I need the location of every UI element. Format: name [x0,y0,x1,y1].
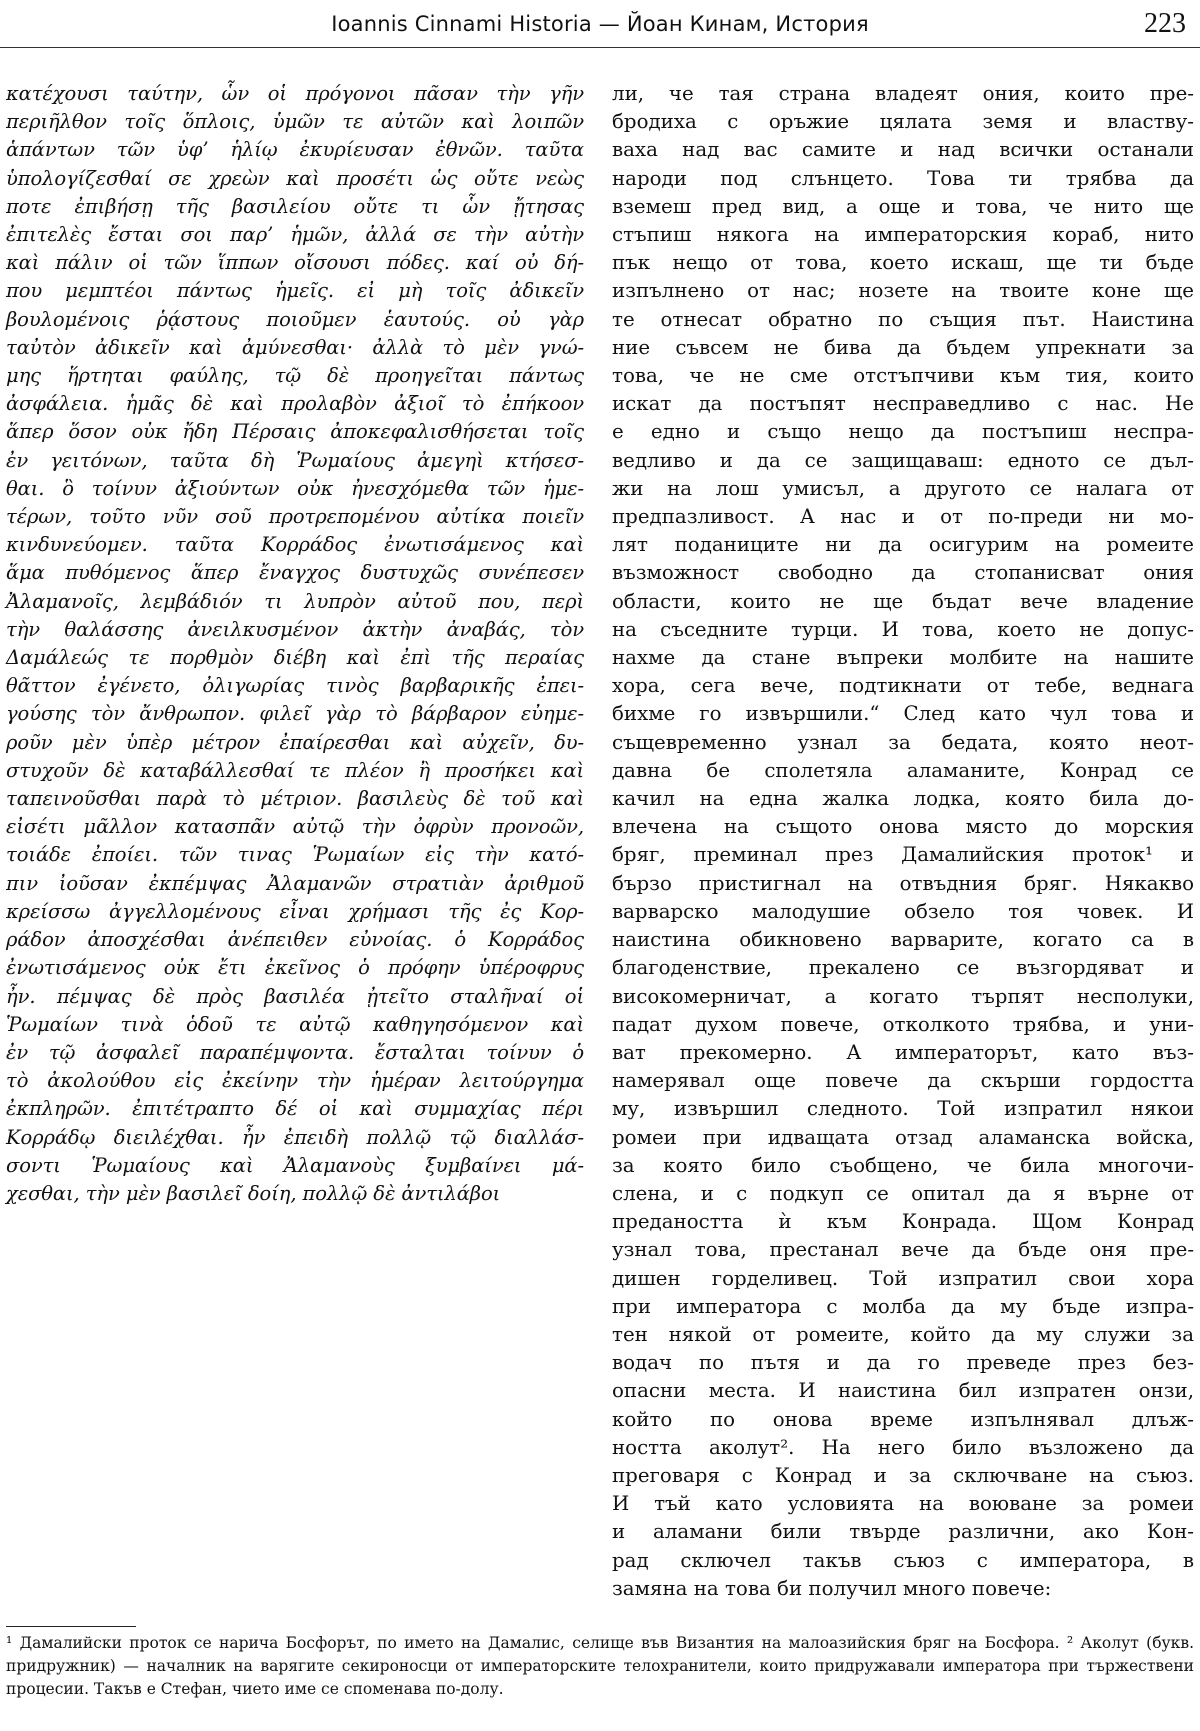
greek-text-line: ἐκπληρῶν. ἐπιτέτραπτο δέ οἱ καὶ συμμαχίας πέρι [6,1097,584,1121]
bulgarian-text-line: ността аколут². На него било възложено да [612,1435,1194,1459]
greek-text-line: ἐνωτισάμενος οὐκ ἔτι ἐκεῖνος ὁ πρόφην ὑπέροφρυς [6,956,584,980]
bulgarian-text-line: и аламани били твърде различни, ако Кон- [612,1520,1194,1544]
bulgarian-text-line: за която било съобщено, че била многочи- [612,1153,1194,1177]
bulgarian-text-line: И тъй като условията на воюване за ромеи [612,1492,1194,1516]
bulgarian-text-line: предаността ѝ към Конрада. Щом Конрад [612,1210,1194,1234]
greek-text-line: Κορράδῳ διειλέχθαι. ἦν ἐπειδὴ πολλῷ τῷ διαλλάσ- [6,1125,584,1149]
greek-text-line: που μεμπτέοι πάντως ἡμεῖς. εἰ μὴ τοῖς ἀδικεῖν [6,279,584,303]
greek-text-line: ἐπιτελὲς ἔσται σοι παρ’ ἡμῶν, ἀλλά σε τὴν αὐτὴν [6,223,584,247]
header-rule [0,47,1200,48]
bulgarian-text-line: ведливо и да се защищаваш: едното се дъл- [612,448,1194,472]
bulgarian-text-line: бродиха с оръжие цялата земя и властву- [612,110,1194,134]
greek-text-line: Ἀλαμανοῖς, λεμβάδιόν τι λυπρὸν αὐτοῦ που, περὶ [6,589,584,613]
greek-text-line: εἰσέτι μᾶλλον κατασπᾶν αὐτῷ τὴν ὀφρὺν προνοῶν, [6,815,584,839]
greek-text-line: τοιάδε ἐποίει. τῶν τινας Ῥωμαίων εἰς τὴν κατό- [6,843,584,867]
bulgarian-text-line: лят поданиците ни да осигурим на ромеите [612,533,1194,557]
bulgarian-text-line: хора, сега вече, подтикнати от тебе, веднага [612,674,1194,698]
bulgarian-text-line: нахме да стане въпреки молбите на нашите [612,646,1194,670]
bulgarian-text-line: области, които не ще бъдат вече владение [612,589,1194,613]
page-header [0,8,1200,52]
bulgarian-text-line: тен някой от ромеите, който да му служи за [612,1322,1194,1346]
greek-text-line: ράδον ἀποσχέσθαι ἀνέπειθεν εὐνοίας. ὁ Κορράδος [6,928,584,952]
bulgarian-text-line: водач по пътя и да го преведе през без- [612,1351,1194,1375]
bulgarian-text-line: ли, че тая страна владеят ония, които пре- [612,82,1194,105]
greek-text-line: κινδυνεύομεν. ταῦτα Κορράδος ἐνωτισάμενος καὶ [6,533,584,557]
greek-text-line: κρείσσω ἀγγελλομένους εἶναι χρήμασι τῆς ἐς Κορ- [6,899,584,923]
bulgarian-text-line: падат духом повече, отколкото трябва, и уни- [612,1012,1194,1036]
bulgarian-text-line: узнал това, престанал вече да бъде оня пре- [612,1238,1194,1262]
bulgarian-text-line: ваха над вас самите и над всички останали [612,138,1194,162]
greek-text-line: τὴν θαλάσσης ἀνειλκυσμένον ἀκτὴν ἀναβάς, τὸν [6,617,584,641]
greek-text-line: Ῥωμαίων τινὰ ὁδοῦ τε αὐτῷ καθηγησόμενον καὶ [6,1012,584,1036]
greek-text-line: ὑπολογίζεσθαί σε χρεὼν καὶ προσέτι ὡς οὔτε νεὼς [6,166,584,190]
greek-text-line: βουλομένοις ῥᾴστους ποιοῦμεν ἑαυτούς. οὐ γὰρ [6,307,584,331]
bulgarian-text-line: замяна на това би получил много повече: [612,1576,1052,1600]
bulgarian-text-line: дишен горделивец. Той изпратил свои хора [612,1266,1194,1290]
greek-text-line: τὸ ἀκολούθου εἰς ἐκείνην τὴν ἡμέραν λειτούργημα [6,1069,584,1093]
bulgarian-text-line: рад сключел такъв съюз с императора, в [612,1548,1194,1572]
bulgarian-text-line: това, че не сме отстъпчиви към тия, които [612,364,1194,388]
bulgarian-text-line: при императора с молба да му бъде изпра- [612,1294,1194,1318]
bulgarian-text-line: народи под слънцето. Това ти трябва да [612,166,1194,190]
bulgarian-text-line: високомерничат, а когато търпят несполуки, [612,984,1194,1008]
greek-text-line: κατέχουσι ταύτην, ὧν οἱ πρόγονοι πᾶσαν τὴν γῆν [6,82,584,105]
bulgarian-text-line: намерявал още повече да скърши гордостта [612,1069,1194,1093]
bulgarian-text-line: му, извършил следното. Той изпратил някои [612,1097,1194,1121]
greek-text-line: πιν ἰοῦσαν ἐκπέμψας Ἀλαμανῶν στρατιὰν ἀριθμοῦ [6,871,584,895]
greek-text-line: μης ἥρτηται φαύλης, τῷ δὲ προηγεῖται πάντως [6,364,584,388]
running-head: Ioannis Cinnami Historia — Йоан Кинам, История [331,12,869,36]
bulgarian-text-line: същевременно узнал за бедата, която неот- [612,730,1194,754]
greek-text-line: ἀσφάλεια. ἡμᾶς δὲ καὶ προλαβὸν ἀξιοῖ τὸ ἐπήκοον [6,392,584,416]
bulgarian-text-line: давна бе сполетяла аламаните, Конрад се [612,758,1194,782]
bulgarian-text-line: е едно и също нещо да постъпиш неспра- [612,420,1194,444]
bulgarian-text-line: влечена на същото онова място до морския [612,815,1194,839]
bulgarian-text-line: качил на една жалка лодка, която била до- [612,787,1194,811]
greek-text-line: ποτε ἐπιβήσῃ τῆς βασιλείου οὔτε τι ὧν ᾔτησας [6,194,584,218]
bulgarian-text-line: ние съвсем не бива да бъдем упрекнати за [612,335,1194,359]
bulgarian-text-line: изпълнено от нас; нозете на твоите коне ще [612,279,1194,303]
bulgarian-text-line: ват прекомерно. А императорът, като въз- [612,1040,1194,1064]
greek-text-line: θᾶττον ἐγένετο, ὀλιγωρίας τινὸς βαρβαρικῆς ἐπει- [6,674,584,698]
greek-text-line: περιῆλθον τοῖς ὅπλοις, ὑμῶν τε αὐτῶν καὶ λοιπῶν [6,110,584,134]
greek-text-line: ἦν. πέμψας δὲ πρὸς βασιλέα ᾐτεῖτο σταλῆναί οἱ [6,984,584,1008]
greek-text-line: ροῦν μὲν ὑπὲρ μέτρον ἐπαίρεσθαι καὶ αὐχεῖν, δυ- [6,730,584,754]
bulgarian-text-line: пък нещо от това, което искаш, ще ти бъде [612,251,1194,275]
bulgarian-text-line: ромеи при идващата отзад аламанска войска, [612,1125,1194,1149]
footnote-rule [6,1626,136,1627]
greek-text-line: σοντι Ῥωμαίους καὶ Ἀλαμανοὺς ξυμβαίνει μά- [6,1153,584,1177]
greek-text-line: γούσης τὸν ἄνθρωπον. φιλεῖ γὰρ τὸ βάρβαρον εὐημε- [6,702,584,726]
bulgarian-text-line: който по онова време изпълнявал длъж- [612,1407,1194,1431]
greek-text-column [6,80,584,1208]
bulgarian-text-column [612,80,1194,1603]
page-number: 223 [1144,8,1186,39]
greek-text-line: καὶ πάλιν οἱ τῶν ἵππων οἴσουσι πόδες. καί οὐ δή- [6,251,584,275]
greek-text-line: θαι. ὃ τοίνυν ἀξιούντων οὐκ ἠνεσχόμεθα τῶν ἡμε- [6,476,584,500]
greek-text-line: ἐν γειτόνων, ταῦτα δὴ Ῥωμαίους ἀμεγηὶ κτήσεσ- [6,448,584,472]
bulgarian-text-line: наистина обикновено варварите, когато са в [612,928,1194,952]
greek-text-line: ἐν τῷ ἀσφαλεῖ παραπέμψοντα. ἔσταλται τοίνυν ὁ [6,1040,584,1064]
greek-text-line: ταπεινοῦσθαι παρὰ τὸ μέτριον. βασιλεὺς δὲ τοῦ καὶ [6,787,584,811]
greek-text-line: ταὐτὸν ἀδικεῖν καὶ ἀμύνεσθαι· ἀλλὰ τὸ μὲν γνώ- [6,335,584,359]
bulgarian-text-line: предпазливост. А нас и от по-преди ни мо- [612,505,1194,529]
bulgarian-text-line: бихме го извършили.“ След като чул това и [612,702,1194,726]
greek-text-line: στυχοῦν δὲ καταβάλλεσθαί τε πλέον ἢ προσήκει καὶ [6,758,584,782]
bulgarian-text-line: жи на лош умисъл, а другото се налага от [612,476,1194,500]
greek-text-line: ἅμα πυθόμενος ἅπερ ἔναγχος δυστυχῶς συνέπεσεν [6,561,584,585]
bulgarian-text-line: слена, и с подкуп се опитал да я върне от [612,1181,1194,1205]
footnotes [6,1632,1194,1701]
greek-text-line: ἅπερ ὅσον οὐκ ἤδη Πέρσαις ἀποκεφαλισθήσεται τοῖς [6,420,584,444]
greek-text-line: χεσθαι, τὴν μὲν βασιλεῖ δοίη, πολλῷ δὲ ἀντιλάβοι [6,1181,501,1205]
bulgarian-text-line: вземеш пред вид, а още и това, че нито ще [612,194,1194,218]
bulgarian-text-line: искат да постъпят несправедливо с нас. Не [612,392,1194,416]
bulgarian-text-line: стъпиш някога на императорския кораб, нито [612,223,1194,247]
greek-text-line: Δαμάλεώς τε πορθμὸν διέβη καὶ ἐπὶ τῆς περαίας [6,646,584,670]
greek-text-line: ἁπάντων τῶν ὑφ’ ἡλίῳ ἐκυρίευσαν ἐθνῶν. ταῦτα [6,138,584,162]
greek-text-line: τέρων, τοῦτο νῦν σοῦ προτρεπομένου αὐτίκα ποιεῖν [6,505,584,529]
bulgarian-text-line: бряг, преминал през Дамалийския проток¹ и [612,843,1194,867]
bulgarian-text-line: благоденствие, прекалено се възгордяват и [612,956,1194,980]
bulgarian-text-line: преговаря с Конрад и за сключване на съюз. [612,1463,1194,1487]
bulgarian-text-line: те отнесат обратно по същия път. Наистина [612,307,1194,331]
bulgarian-text-line: опасни места. И наистина бил изпратен онзи, [612,1379,1194,1403]
bulgarian-text-line: на съседните турци. И това, което не допус- [612,617,1194,641]
bulgarian-text-line: възможност свободно да стопанисват ония [612,561,1194,585]
bulgarian-text-line: варварско малодушие обзело тоя човек. И [612,899,1194,923]
bulgarian-text-line: бързо пристигнал на отвъдния бряг. Някакво [612,871,1194,895]
footnote-text: ¹ Дамалийски проток се нарича Босфорът, по името на Дамалис, селище във Византия на малоазийския бряг на Босфора. ² Аколут (букв. придружник) — началник на варягите секироносци от императорските телохранители, които придружавали императора при тържествени процесии. Такъв е Стефан, чието име се споменава по-долу. [6,1634,1194,1698]
